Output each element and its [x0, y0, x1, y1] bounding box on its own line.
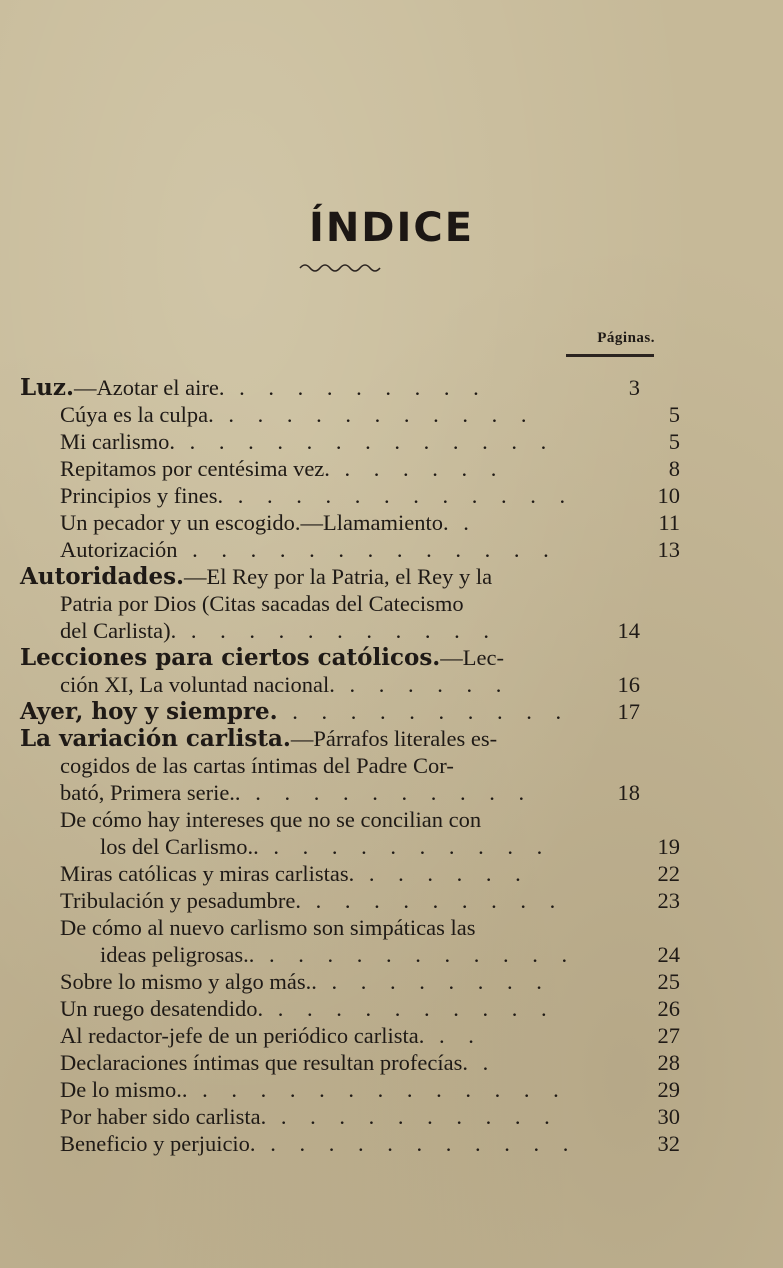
toc-leader-dots: . . . . . . . . . . . . — [223, 483, 575, 508]
toc-entry-text: —El Rey por la Patria, el Rey y la — [184, 564, 493, 589]
toc-entry-text: Beneficio y perjuicio. — [60, 1131, 256, 1156]
toc-entry — [20, 482, 680, 509]
toc-entry-line — [60, 860, 680, 887]
toc-page-number: 18 — [617, 780, 640, 805]
toc-leader-dots: . . . . . . . . . . — [240, 780, 534, 805]
toc-page-number: 17 — [617, 699, 640, 724]
toc-entry — [20, 374, 640, 401]
toc-page-number: 14 — [617, 618, 640, 643]
toc-page-number: 28 — [657, 1050, 680, 1075]
toc-page-number: 30 — [657, 1104, 680, 1129]
toc-page-number: 10 — [657, 483, 680, 508]
wavy-ornament-icon — [298, 262, 384, 274]
toc-entry-line — [20, 779, 640, 806]
toc-entry-line — [60, 833, 680, 860]
toc-entry-text: Un ruego desatendido. — [60, 996, 264, 1021]
toc-entry — [20, 860, 680, 887]
toc-entry-text: —Lec- — [440, 645, 504, 670]
toc-entry-line — [20, 698, 640, 725]
toc-entry — [20, 806, 680, 860]
toc-page-number: 23 — [657, 888, 680, 913]
toc-entry — [20, 1103, 680, 1130]
toc-page-number: 25 — [657, 969, 680, 994]
toc-entry-line — [60, 995, 680, 1022]
toc-page-number: 13 — [657, 537, 680, 562]
toc-leader-dots: . . . . . . . . — [316, 969, 551, 994]
toc-entry-heading: Autoridades. — [20, 563, 185, 590]
toc-entry-line — [60, 401, 680, 428]
toc-page-number: 5 — [668, 402, 680, 427]
page-title: ÍNDICE — [308, 205, 475, 251]
toc-entry — [20, 455, 680, 482]
toc-entry-line — [60, 941, 680, 968]
toc-entry-text: ción XI, La voluntad nacional. — [60, 672, 335, 697]
toc-leader-dots: . . — [424, 1023, 483, 1048]
toc-entry — [20, 1022, 680, 1049]
toc-entry — [20, 536, 680, 563]
toc-entry-heading: Luz. — [20, 374, 74, 401]
toc-entry-line — [60, 806, 640, 833]
toc-page-number: 26 — [657, 996, 680, 1021]
toc-entry-line — [60, 914, 640, 941]
toc-entry — [20, 995, 680, 1022]
toc-page-number: 27 — [657, 1023, 680, 1048]
toc-entry-text: Un pecador y un escogido.—Llamamiento. — [60, 510, 449, 535]
toc-leader-dots: . — [467, 1050, 498, 1075]
toc-leader-dots: . — [448, 510, 478, 535]
toc-entry — [20, 968, 680, 995]
toc-entry — [20, 1076, 680, 1103]
toc-entry-text: Por haber sido carlista. — [60, 1104, 267, 1129]
toc-entry-text: los del Carlismo.. — [100, 834, 259, 859]
toc-entry-text: De lo mismo.. — [60, 1077, 188, 1102]
toc-entry-line — [20, 725, 640, 752]
toc-entry-text: Principios y fines. — [60, 483, 224, 508]
toc-leader-dots: . . . . . . . . . . . — [176, 618, 498, 643]
toc-entry-text: cogidos de las cartas íntimas del Padre Cor- — [60, 753, 454, 778]
toc-entry-text: Miras católicas y miras carlistas. — [60, 861, 355, 886]
toc-entry-line — [20, 590, 640, 617]
toc-entry-line — [20, 752, 640, 779]
toc-entry-line — [60, 1103, 680, 1130]
toc-entry-line — [20, 563, 640, 590]
toc-entry-text: Patria por Dios (Citas sacadas del Catecismo — [60, 591, 464, 616]
toc-entry — [20, 698, 640, 725]
toc-entry-line — [20, 374, 640, 401]
toc-leader-dots: . . . . . . . . . . . . . — [187, 1077, 568, 1102]
toc-page-number: 19 — [657, 834, 680, 859]
toc-entry — [20, 644, 640, 698]
toc-entry-text: Declaraciones íntimas que resultan profecías. — [60, 1050, 468, 1075]
toc-entry-text: ideas peligrosas.. — [100, 942, 255, 967]
toc-entry-line — [60, 1130, 680, 1157]
toc-leader-dots: . . . . . . — [334, 672, 511, 697]
toc-leader-dots: . . . . . . . . . — [301, 888, 565, 913]
toc-list — [20, 374, 680, 1157]
toc-entry-text: —Párrafos literales es- — [290, 726, 498, 751]
toc-entry-line — [60, 968, 680, 995]
toc-entry-line — [60, 455, 680, 482]
toc-entry-heading: La variación carlista. — [20, 725, 291, 752]
toc-leader-dots: . . . . . . . . . . . . . — [177, 537, 558, 562]
toc-leader-dots: . . . . . . — [354, 861, 530, 886]
toc-entry-text: Tribulación y pesadumbre. — [60, 888, 302, 913]
toc-entry-heading: Lecciones para ciertos católicos. — [20, 644, 441, 671]
toc-page-number: 24 — [657, 942, 680, 967]
toc-page-number: 32 — [657, 1131, 680, 1156]
toc-entry-line — [60, 1022, 680, 1049]
toc-entry-text: Cúya es la culpa. — [60, 402, 214, 427]
toc-leader-dots: . . . . . . . . . . . — [213, 402, 536, 427]
toc-leader-dots: . . . . . . . . . . . . . — [174, 429, 556, 454]
toc-entry-text: Repitamos por centésima vez. — [60, 456, 330, 481]
toc-entry-line — [60, 887, 680, 914]
toc-entry-text: —Azotar el aire. — [73, 375, 225, 400]
toc-entry-text: De cómo al nuevo carlismo son simpáticas las — [60, 915, 476, 940]
header-rule — [566, 354, 654, 357]
toc-entry-text: bató, Primera serie.. — [60, 780, 241, 805]
toc-entry-text: del Carlista). — [60, 618, 177, 643]
toc-entry-text: Sobre lo mismo y algo más.. — [60, 969, 317, 994]
toc-entry-line — [20, 644, 640, 671]
toc-entry — [20, 1130, 680, 1157]
toc-entry-heading: Ayer, hoy y siempre. — [20, 698, 278, 725]
toc-entry-line — [60, 1049, 680, 1076]
toc-leader-dots: . . . . . . . . . . — [263, 996, 556, 1021]
toc-entry-line — [60, 509, 680, 536]
toc-entry — [20, 401, 680, 428]
toc-entry — [20, 509, 680, 536]
toc-leader-dots: . . . . . . . . . . . — [254, 942, 577, 967]
toc-leader-dots: . . . . . . . . . . . — [255, 1131, 578, 1156]
toc-entry-line — [60, 428, 680, 455]
toc-leader-dots: . . . . . . — [329, 456, 506, 481]
toc-entry — [20, 914, 680, 968]
toc-leader-dots: . . . . . . . . . . — [258, 834, 552, 859]
toc-page-number: 16 — [617, 672, 640, 697]
toc-entry — [20, 563, 640, 644]
toc-entry — [20, 887, 680, 914]
toc-entry — [20, 725, 640, 806]
toc-entry — [20, 428, 680, 455]
toc-entry — [20, 1049, 680, 1076]
toc-entry-line — [60, 536, 680, 563]
toc-page-number: 11 — [658, 510, 680, 535]
pages-column-header: Páginas. — [597, 330, 655, 346]
toc-page-number: 29 — [657, 1077, 680, 1102]
toc-entry-text: De cómo hay intereses que no se concilian con — [60, 807, 482, 832]
toc-leader-dots: . . . . . . . . . . — [277, 699, 571, 724]
toc-entry-line — [60, 1076, 680, 1103]
toc-entry-text: Mi carlismo. — [60, 429, 175, 454]
toc-entry-line — [60, 482, 680, 509]
toc-page-number: 22 — [657, 861, 680, 886]
toc-page-number: 5 — [668, 429, 680, 454]
toc-page-number: 3 — [628, 375, 640, 400]
toc-leader-dots: . . . . . . . . . . — [266, 1104, 559, 1129]
toc-entry-line — [20, 617, 640, 644]
toc-entry-text: Al redactor-jefe de un periódico carlista. — [60, 1023, 425, 1048]
toc-entry-line — [20, 671, 640, 698]
toc-leader-dots: . . . . . . . . . — [224, 375, 488, 400]
toc-page-number: 8 — [668, 456, 680, 481]
toc-entry-text: Autorización — [60, 537, 178, 562]
